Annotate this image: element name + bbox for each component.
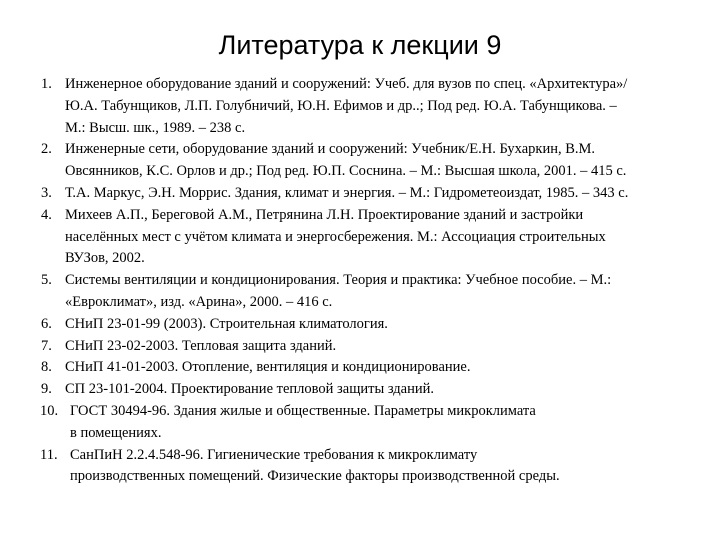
reference-number: 8. [41, 359, 52, 376]
reference-number: 9. [41, 381, 52, 398]
reference-text-line: ВУЗов, 2002. [65, 250, 145, 267]
reference-item [41, 270, 694, 314]
reference-list [40, 74, 694, 488]
reference-text-line: СНиП 23-01-99 (2003). Строительная климатология. [65, 315, 388, 332]
reference-text-line: Инженерные сети, оборудование зданий и сооружений: Учебник/Е.Н. Бухаркин, В.М. [65, 141, 596, 158]
reference-item [41, 314, 694, 336]
reference-text-line: Инженерное оборудование зданий и сооружений: Учеб. для вузов по спец. «Архитектура»/ [65, 76, 628, 92]
reference-number: 2. [41, 141, 52, 158]
reference-number: 3. [41, 184, 52, 201]
reference-number: 6. [41, 315, 52, 332]
reference-number: 1. [41, 76, 52, 92]
reference-text-line: СанПиН 2.2.4.548-96. Гигиенические требования к микроклимату [70, 446, 478, 463]
reference-item [40, 445, 694, 489]
reference-text-line: Михеев А.П., Береговой А.М., Петрянина Л.Н. Проектирование зданий и застройки [65, 206, 584, 223]
reference-item [41, 379, 694, 401]
reference-text-line: СНиП 41-01-2003. Отопление, вентиляция и кондиционирование. [65, 359, 471, 376]
reference-number: 4. [41, 206, 52, 223]
reference-number: 7. [41, 337, 52, 354]
reference-number: 5. [41, 272, 52, 289]
reference-item [41, 336, 694, 358]
reference-item [40, 401, 694, 445]
reference-item [41, 205, 694, 270]
reference-text-line: М.: Высш. шк., 1989. – 238 с. [65, 119, 246, 136]
reference-item [41, 183, 694, 205]
reference-text-line: Т.А. Маркус, Э.Н. Моррис. Здания, климат и энергия. – М.: Гидрометеоиздат, 1985. – 343 с. [65, 184, 629, 201]
reference-text-line: ГОСТ 30494-96. Здания жилые и общественные. Параметры микроклимата [70, 402, 536, 419]
reference-item [41, 357, 694, 379]
slide-title: Литература к лекции 9 [218, 30, 502, 60]
reference-text-line: СНиП 23-02-2003. Тепловая защита зданий. [65, 337, 337, 354]
reference-item [41, 139, 694, 183]
reference-number: 10. [40, 402, 59, 419]
reference-text-line: в помещениях. [70, 424, 162, 441]
reference-item [41, 74, 694, 139]
reference-text-line: Ю.А. Табунщиков, Л.П. Голубничий, Ю.Н. Ефимов и др..; Под ред. Ю.А. Табунщикова. – [65, 97, 617, 114]
reference-text-line: Системы вентиляции и кондиционирования. Теория и практика: Учебное пособие. – М.: [65, 272, 612, 289]
reference-text-line: СП 23-101-2004. Проектирование тепловой защиты зданий. [65, 381, 435, 398]
reference-text-line: «Евроклимат», изд. «Арина», 2000. – 416 с. [65, 293, 333, 310]
reference-text-line: Овсянников, К.С. Орлов и др.; Под ред. Ю.П. Соснина. – М.: Высшая школа, 2001. – 415 с. [65, 163, 627, 180]
reference-number: 11. [40, 446, 58, 463]
reference-text-line: производственных помещений. Физические факторы производственной среды. [70, 468, 560, 485]
reference-text-line: населённых мест с учётом климата и энергосбережения. М.: Ассоциация строительных [65, 228, 606, 245]
